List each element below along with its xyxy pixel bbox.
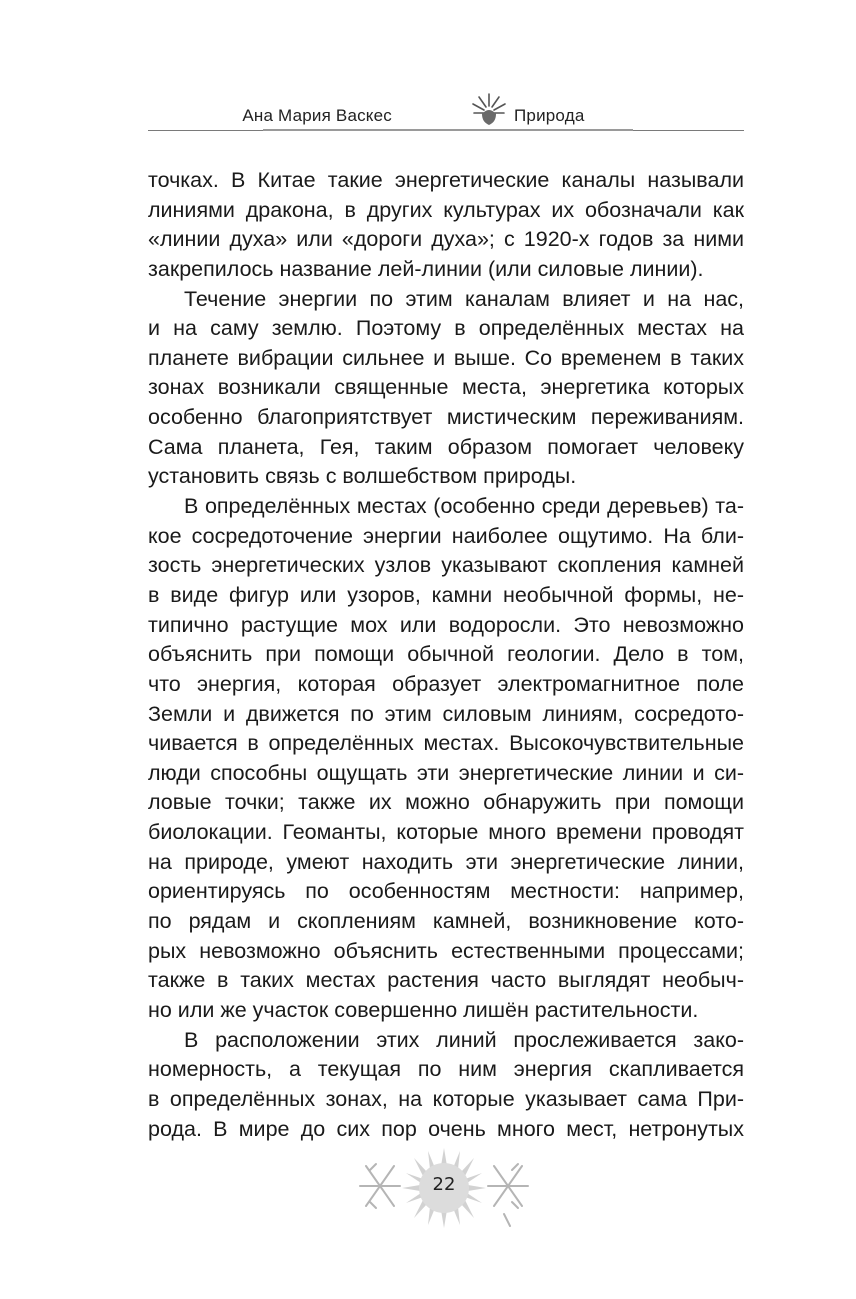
text-line: ориентируясь по особенностям местности: например, <box>148 879 744 904</box>
text-line: зость энергетических узлов указывают скопления камней <box>148 553 744 578</box>
text-line: планете вибрации сильнее и выше. Со временем в таких <box>148 345 744 370</box>
text-line: на природе, умеют находить эти энергетические линии, <box>148 849 744 874</box>
text-line: биолокации. Геоманты, которые много времени проводят <box>148 820 744 845</box>
text-line: номерность, а текущая по ним энергия скапливается <box>148 1057 744 1082</box>
text-line: рых невозможно объяснить естественными процессами; <box>148 938 744 963</box>
header-author: Ана Мария Васкес <box>242 106 392 125</box>
text-line: линиями дракона, в других культурах их обозначали как <box>148 197 744 222</box>
text-line: рода. В мире до сих пор очень много мест, нетронутых <box>148 1116 744 1141</box>
text-line: в определённых зонах, на которые указывает сама При- <box>148 1086 744 1111</box>
text-line: типично растущие мох или водоросли. Это невозможно <box>148 612 744 637</box>
text-line: Течение энергии по этим каналам влияет и на нас, <box>184 286 744 311</box>
text-line: и на саму землю. Поэтому в определённых местах на <box>148 316 744 341</box>
text-line: Земли и движется по этим силовым линиям, сосредото- <box>148 701 744 726</box>
text-line: люди способны ощущать эти энергетические линии и си- <box>148 760 744 785</box>
text-line: В расположении этих линий прослеживается зако- <box>184 1027 744 1052</box>
text-line: зонах возникали священные места, энергетика которых <box>148 375 744 400</box>
text-line: точках. В Китае такие энергетические каналы называли <box>148 168 744 192</box>
page-folio <box>354 1144 534 1234</box>
page-number: 22 <box>432 1174 456 1195</box>
text-line: объяснить при помощи обычной геологии. Дело в том, <box>148 642 744 667</box>
text-line: «линии духа» или «дороги духа»; с 1920-х годов за ними <box>148 227 744 252</box>
text-line: что энергия, которая образует электромагнитное поле <box>148 671 744 696</box>
text-line: ловые точки; также их можно обнаружить при помощи <box>148 790 744 815</box>
header-title: Природа <box>514 106 585 125</box>
text-line: установить связь с волшебством природы. <box>148 464 577 489</box>
text-line: В определённых местах (особенно среди деревьев) та- <box>184 494 744 519</box>
text-line: в виде фигур или узоров, камни необычной формы, не- <box>148 582 744 607</box>
running-header <box>148 92 744 132</box>
text-line: по рядам и скоплениям камней, возникновение кото- <box>148 909 744 934</box>
header-rule-accent <box>263 129 633 131</box>
text-line: закрепилось название лей-линии (или силовые линии). <box>148 256 704 281</box>
text-line: особенно благоприятствует мистическим переживаниям. <box>148 405 744 430</box>
body-text <box>148 166 744 1144</box>
text-line: также в таких местах растения часто выглядят необыч- <box>148 968 744 993</box>
text-line: но или же участок совершенно лишён растительности. <box>148 997 699 1022</box>
text-line: Сама планета, Гея, таким образом помогает человеку <box>148 434 744 459</box>
sun-burst-icon <box>470 92 508 128</box>
text-line: чивается в определённых местах. Высокочувствительные <box>148 731 744 756</box>
text-line: кое сосредоточение энергии наиболее ощутимо. На бли- <box>148 523 744 548</box>
